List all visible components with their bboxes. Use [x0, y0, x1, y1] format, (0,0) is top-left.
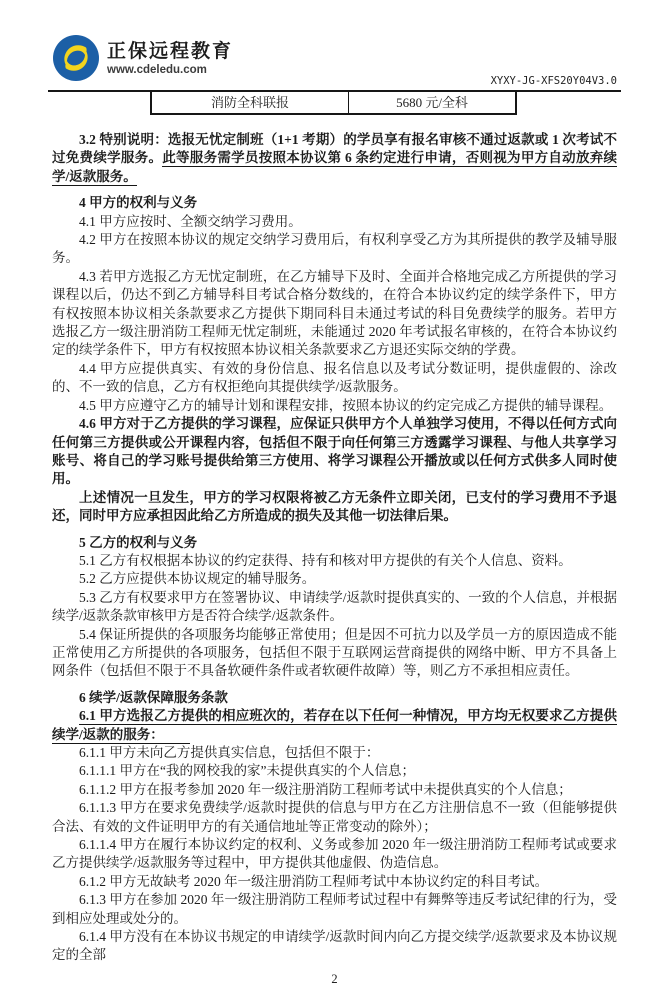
clause-6-1-1-4: 6.1.1.4 甲方在履行本协议约定的权利、义务或参加 2020 年一级注册消防工程师考试或要求乙方提供续学/返款服务等过程中，甲方提供其他虚假、伪造信息。: [52, 837, 617, 871]
clause-5-3: 5.3 乙方有权要求甲方在签署协议、申请续学/返款时提供真实的、一致的个人信息，并根据续学/返款条款审核甲方是否符合续学/返款条件。: [52, 589, 617, 624]
clause-5-2: 5.2 乙方应提供本协议规定的辅导服务。: [79, 571, 316, 587]
clause-6-1-3: 6.1.3 甲方在参加 2020 年一级注册消防工程师考试过程中有舞弊等违反考试纪律的行为，受到相应处理或处分的。: [52, 892, 617, 926]
section-4-heading: 4 甲方的权利与义务: [79, 195, 198, 211]
price-cell: 5680 元/全科: [396, 95, 468, 110]
section-5-heading: 5 乙方的权利与义务: [79, 534, 198, 550]
cdel-logo: [52, 34, 233, 82]
clause-6-1-emphasis: 6.1 甲方选报乙方提供的相应班次的，若存在以下任何一种情况，甲方均无权要求乙方提供续学/返款的服务：: [52, 708, 617, 742]
clause-6-1-1: 6.1.1 甲方未向乙方提供真实信息，包括但不限于：: [79, 745, 380, 760]
clause-3-2: [52, 131, 617, 186]
brand-url: www.cdeledu.com: [107, 63, 207, 76]
page-header: [52, 34, 617, 90]
clause-6-1: [52, 707, 617, 744]
clause-6-1-1-3: 6.1.1.3 甲方在要求免费续学/返款时提供的信息与甲方在乙方注册信息不一致（但能够提供合法、有效的文件证明甲方的有关通信地址等正常变动的除外）；: [52, 800, 617, 834]
price-table: [150, 92, 517, 115]
page-number: 2: [331, 971, 338, 986]
clause-3-2-emphasis: 此等服务需学员按照本协议第 6 条约定进行申请，否则视为甲方自动放弃续学/返款服务。: [52, 150, 618, 184]
brand-text: [107, 40, 233, 77]
course-name-cell: 消防全科联报: [152, 92, 349, 113]
clause-4-1: 4.1 甲方应按时、全额交纳学习费用。: [79, 213, 302, 229]
section-6-heading: 6 续学/返款保障服务条款: [79, 689, 228, 705]
doc-version-code: XYXY-JG-XFS20Y04V3.0: [490, 75, 617, 87]
clause-6-1-1-1: 6.1.1.1 甲方在“我的网校我的家”未提供真实的个人信息；: [79, 763, 415, 779]
contract-body: [52, 131, 617, 965]
clause-5-1: 5.1 乙方有权根据本协议的约定获得、持有和核对甲方提供的有关个人信息、资料。: [79, 552, 572, 568]
clause-3-2-lead: 3.2 特别说明：选报无忧定制班（1+1 考期）的学员享有报名审核不通过返款或 1 次考试不过免费续学服务。: [52, 132, 617, 166]
clause-4-3: 4.3 若甲方选报乙方无忧定制班，在乙方辅导下及时、全面并合格地完成乙方所提供的学习课程以后，仍达不到乙方辅导科目考试合格分数线的，在符合本协议约定的续学条件下，甲方有权按照本协议相关条款要求乙方提供下期同科目未通过考试的科目免费续学的服务。若甲方选报乙方一级注册消防工程师无忧定制班，未能通过 2020 年考试报名审核的，在符合本协议约定的续学条件下，甲方有权按照本协议相关条款要求乙方退还实际交纳的学费。: [52, 268, 617, 358]
clause-4-2: 4.2 甲方在按照本协议的规定交纳学习费用后，有权利享受乙方为其所提供的教学及辅导服务。: [52, 232, 617, 266]
clause-6-1-2: 6.1.2 甲方无故缺考 2020 年一级注册消防工程师考试中本协议约定的科目考试。: [79, 873, 549, 889]
clause-4-6-consequence: 上述情况一旦发生，甲方的学习权限将被乙方无条件立即关闭，已支付的学习费用不予退还，同时甲方应承担因此给乙方所造成的损失及其他一切法律后果。: [52, 489, 617, 524]
clause-6-1-4: 6.1.4 甲方没有在本协议书规定的申请续学/返款时间内向乙方提交续学/返款要求及本协议规定的全部: [52, 929, 617, 963]
brand-title: 正保远程教育: [107, 40, 234, 62]
clause-4-5: 4.5 甲方应遵守乙方的辅导计划和课程安排，按照本协议的约定完成乙方提供的辅导课程。: [79, 397, 613, 413]
clause-4-4: 4.4 甲方应提供真实、有效的身份信息、报名信息以及考试分数证明，提供虚假的、涂改的、不一致的信息，乙方有权拒绝向其提供续学/返款服务。: [52, 360, 617, 395]
clause-4-6: 4.6 甲方对于乙方提供的学习课程，应保证只供甲方个人单独学习使用，不得以任何方式向任何第三方提供或公开课程内容，包括但不限于向任何第三方透露学习课程、与他人共享学习账号、将自己的学习账号提供给第三方使用、将学习课程公开播放或以任何方式供多人同时使用。: [52, 416, 617, 487]
cdel-swirl-icon: [52, 34, 100, 82]
clause-5-4: 5.4 保证所提供的各项服务均能够正常使用；但是因不可抗力以及学员一方的原因造成不能正常使用乙方所提供的各项服务，包括但不限于互联网运营商提供的网络中断、甲方不具备上网条件（包括但不限于不具备软硬件条件或者软硬件故障）等，则乙方不承担相应责任。: [52, 626, 617, 679]
clause-6-1-1-2: 6.1.1.2 甲方在报考参加 2020 年一级注册消防工程师考试中未提供真实的个人信息；: [79, 781, 572, 797]
